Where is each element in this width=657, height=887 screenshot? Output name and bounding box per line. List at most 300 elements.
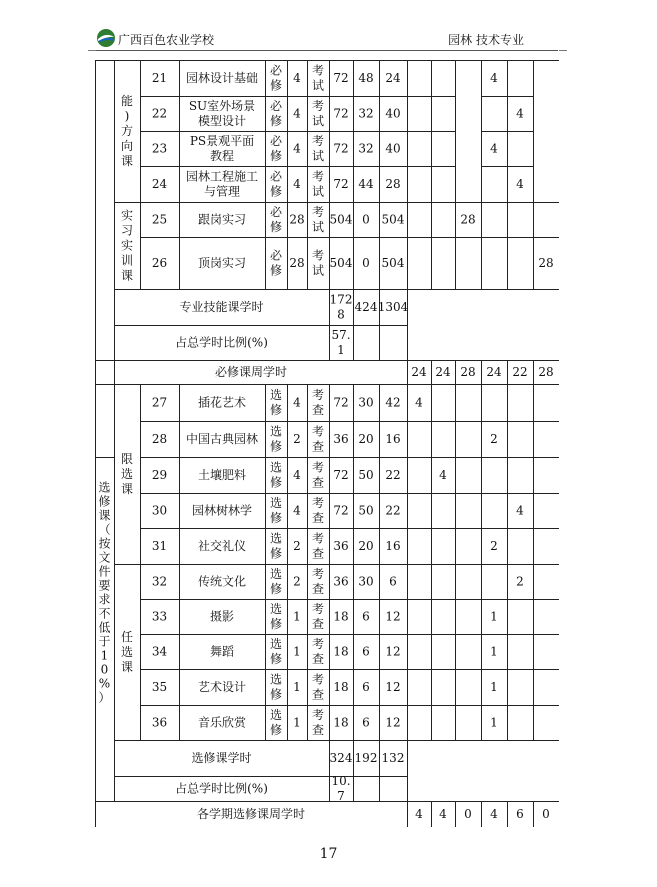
- cell-text: 20: [358, 431, 374, 446]
- cell-text: 24: [435, 364, 451, 379]
- table-cell: [266, 238, 288, 290]
- cell-text: 50: [358, 467, 374, 482]
- table-cell: [456, 361, 482, 385]
- table-cell: [288, 61, 308, 97]
- table-cell: [266, 61, 288, 97]
- cell-border: [408, 132, 432, 167]
- cell-text: 32: [358, 141, 374, 155]
- cell-text: 选修: [269, 566, 283, 596]
- table-cell: [141, 529, 180, 565]
- cell-text: 占总学时比例(%): [175, 781, 268, 795]
- table-cell: [432, 132, 456, 167]
- table-cell: [354, 238, 380, 290]
- table-cell: [330, 61, 354, 97]
- cell-text: 30: [358, 574, 374, 588]
- cell-text: 12: [385, 679, 401, 694]
- table-cell: [432, 238, 456, 290]
- table-cell: [266, 385, 288, 422]
- cell-border: [482, 238, 508, 290]
- table-cell: [482, 635, 508, 670]
- cell-text: 50: [358, 503, 374, 517]
- cell-text: 40: [385, 141, 401, 155]
- cell-text: 选修: [269, 636, 283, 666]
- cell-text: 摄影: [209, 609, 235, 623]
- table-cell: [534, 361, 560, 385]
- cell-border: [432, 494, 456, 529]
- table-cell: [354, 61, 380, 97]
- table-cell: [115, 326, 330, 361]
- cell-text: 限选课: [120, 451, 134, 496]
- cell-text: 16: [385, 538, 401, 553]
- table-cell: [408, 529, 432, 565]
- table-cell: [330, 635, 354, 670]
- cell-border: [408, 167, 432, 203]
- cell-text: 考试: [311, 133, 325, 163]
- cell-border: [508, 529, 534, 565]
- table-cell: [432, 361, 456, 385]
- cell-border: [534, 529, 560, 565]
- cell-border: [432, 529, 456, 565]
- table-cell: [288, 167, 308, 203]
- table-cell: [432, 385, 456, 422]
- table-cell: [308, 132, 330, 167]
- cell-text: 1: [490, 715, 498, 729]
- table-cell: [456, 494, 482, 529]
- table-cell: [288, 203, 308, 238]
- cell-text: 57. 1: [331, 327, 351, 357]
- cell-border: [456, 600, 482, 635]
- table-cell: [482, 61, 508, 97]
- cell-text: 28: [289, 212, 305, 226]
- table-cell: [508, 494, 534, 529]
- cell-border: [534, 635, 560, 670]
- table-cell: [115, 741, 330, 777]
- cell-text: 28: [151, 431, 168, 446]
- table-cell: [180, 97, 266, 132]
- cell-border: [534, 706, 560, 741]
- cell-border: [354, 777, 380, 802]
- cell-border: [408, 741, 560, 802]
- table-cell: [141, 494, 180, 529]
- table-cell: [330, 706, 354, 741]
- table-cell: [380, 132, 408, 167]
- table-cell: [534, 670, 560, 706]
- table-cell: [508, 132, 534, 167]
- table-cell: [354, 777, 380, 802]
- cell-text: 504: [381, 212, 405, 226]
- cell-text: 36: [333, 574, 349, 588]
- table-cell: [408, 670, 432, 706]
- cell-text: 28: [538, 255, 554, 270]
- table-cell: [180, 670, 266, 706]
- table-cell: [288, 238, 308, 290]
- cell-text: 31: [151, 538, 168, 553]
- table-cell: [180, 203, 266, 238]
- cell-text: 18: [333, 715, 349, 729]
- cell-text: 20: [358, 538, 374, 553]
- cell-text: 24: [151, 176, 168, 191]
- cell-text: 4: [293, 106, 301, 120]
- table-cell: [534, 203, 560, 238]
- table-cell: [482, 238, 508, 290]
- table-cell: [380, 61, 408, 97]
- cell-text: 72: [333, 106, 349, 120]
- cell-text: 6: [362, 644, 370, 658]
- cell-border: [456, 494, 482, 529]
- cell-border: [456, 238, 482, 290]
- table-cell: [432, 61, 456, 97]
- table-cell: [482, 422, 508, 458]
- table-cell: [456, 61, 482, 203]
- cell-text: 1: [490, 609, 498, 623]
- table-cell: [380, 458, 408, 494]
- table-cell: [266, 97, 288, 132]
- cell-text: 22: [385, 467, 401, 482]
- cell-text: 必修: [269, 63, 283, 92]
- table-cell: [408, 635, 432, 670]
- cell-text: 4: [293, 503, 301, 517]
- table-cell: [141, 385, 180, 422]
- table-cell: [308, 385, 330, 422]
- cell-border: [408, 61, 432, 97]
- cell-border: [482, 494, 508, 529]
- table-cell: [96, 385, 115, 802]
- table-cell: [508, 61, 534, 97]
- table-cell: [354, 635, 380, 670]
- cell-border: [482, 458, 508, 494]
- cell-text: 0: [362, 255, 370, 270]
- cell-text: 跟岗实习: [197, 212, 247, 226]
- table-cell: [380, 529, 408, 565]
- cell-border: [508, 132, 534, 167]
- table-cell: [308, 670, 330, 706]
- cell-border: [534, 203, 560, 238]
- cell-text: 能)方向课: [120, 93, 134, 168]
- table-cell: [288, 706, 308, 741]
- cell-border: [508, 706, 534, 741]
- table-cell: [354, 529, 380, 565]
- cell-text: 必修: [269, 204, 283, 234]
- cell-border: [534, 422, 560, 458]
- cell-text: 实习实训课: [120, 208, 134, 282]
- table-cell: [534, 458, 560, 494]
- cell-text: 72: [333, 70, 349, 85]
- table-cell: [508, 167, 534, 203]
- table-cell: [330, 203, 354, 238]
- cell-text: 4: [293, 141, 301, 155]
- cell-text: 28: [460, 364, 476, 379]
- cell-border: [408, 706, 432, 741]
- table-cell: [288, 565, 308, 600]
- cell-text: 选修: [269, 707, 283, 737]
- cell-border: [508, 635, 534, 670]
- cell-border: [534, 61, 560, 203]
- cell-text: 30: [358, 395, 374, 409]
- cell-text: 24: [385, 70, 401, 85]
- cell-border: [456, 635, 482, 670]
- cell-text: 4: [490, 70, 498, 85]
- table-cell: [380, 741, 408, 777]
- table-cell: [408, 385, 432, 422]
- cell-text: 考试: [311, 169, 325, 198]
- table-cell: [308, 635, 330, 670]
- table-cell: [330, 238, 354, 290]
- table-cell: [380, 670, 408, 706]
- table-cell: [354, 600, 380, 635]
- cell-border: [482, 203, 508, 238]
- table-cell: [141, 670, 180, 706]
- cell-text: 0: [542, 806, 550, 821]
- cell-text: 172 8: [329, 292, 353, 321]
- cell-border: [456, 670, 482, 706]
- table-cell: [330, 97, 354, 132]
- table-cell: [141, 97, 180, 132]
- table-cell: [330, 600, 354, 635]
- table-cell: [354, 494, 380, 529]
- table-cell: [308, 600, 330, 635]
- table-cell: [408, 458, 432, 494]
- cell-text: 2: [516, 574, 524, 588]
- cell-text: 132: [381, 750, 405, 765]
- curriculum-table: [95, 60, 559, 827]
- cell-text: 0: [362, 212, 370, 226]
- table-cell: [115, 203, 141, 290]
- cell-text: 6: [362, 609, 370, 623]
- table-cell: [432, 494, 456, 529]
- table-cell: [432, 706, 456, 741]
- cell-text: 4: [490, 141, 498, 155]
- cell-text: 6: [362, 715, 370, 729]
- cell-text: 28: [538, 364, 554, 379]
- table-cell: [508, 458, 534, 494]
- table-cell: [534, 600, 560, 635]
- cell-text: 专业技能课学时: [179, 299, 264, 314]
- table-cell: [180, 529, 266, 565]
- cell-text: 4: [516, 106, 524, 120]
- cell-text: 42: [385, 395, 401, 409]
- table-cell: [380, 326, 408, 361]
- cell-border: [456, 458, 482, 494]
- table-cell: [330, 458, 354, 494]
- cell-border: [408, 600, 432, 635]
- cell-text: 29: [151, 467, 168, 482]
- table-cell: [534, 61, 560, 203]
- table-cell: [408, 600, 432, 635]
- table-cell: [354, 290, 380, 326]
- cell-text: 36: [333, 431, 349, 446]
- table-cell: [354, 203, 380, 238]
- cell-text: 4: [490, 806, 498, 821]
- cell-text: 72: [333, 503, 349, 517]
- table-cell: [180, 238, 266, 290]
- cell-border: [432, 238, 456, 290]
- cell-border: [432, 600, 456, 635]
- cell-text: PS景观平面教程: [189, 133, 255, 163]
- cell-text: 选修: [269, 531, 283, 560]
- cell-text: 25: [151, 212, 168, 226]
- table-cell: [534, 529, 560, 565]
- table-cell: [354, 326, 380, 361]
- cell-border: [482, 565, 508, 600]
- cell-border: [408, 529, 432, 565]
- table-cell: [482, 167, 508, 203]
- cell-text: 2: [490, 431, 498, 446]
- table-cell: [534, 238, 560, 290]
- table-cell: [330, 290, 354, 326]
- table-cell: [408, 706, 432, 741]
- table-cell: [380, 565, 408, 600]
- cell-border: [408, 565, 432, 600]
- table-cell: [408, 290, 560, 361]
- cell-text: 各学期选修课周学时: [196, 806, 306, 821]
- cell-text: 6: [516, 806, 524, 821]
- cell-text: 选修: [269, 601, 283, 631]
- cell-text: 23: [151, 141, 168, 155]
- table-cell: [408, 167, 432, 203]
- cell-text: 传统文化: [197, 574, 247, 588]
- cell-text: 18: [333, 644, 349, 658]
- cell-text: 48: [358, 70, 374, 85]
- table-cell: [408, 361, 432, 385]
- table-cell: [432, 635, 456, 670]
- cell-text: 2: [490, 538, 498, 553]
- cell-text: 考查: [311, 387, 325, 417]
- table-cell: [482, 361, 508, 385]
- cell-text: 土壤肥料: [197, 467, 247, 482]
- cell-border: [96, 61, 115, 458]
- table-cell: [266, 494, 288, 529]
- cell-text: 504: [329, 255, 353, 270]
- table-cell: [456, 600, 482, 635]
- table-cell: [141, 203, 180, 238]
- cell-text: 18: [333, 609, 349, 623]
- cell-text: 1304: [377, 299, 409, 314]
- table-cell: [408, 97, 432, 132]
- cell-text: 4: [516, 176, 524, 191]
- table-cell: [456, 706, 482, 741]
- cell-border: [456, 61, 482, 203]
- cell-text: 424: [354, 299, 378, 314]
- cell-text: 27: [151, 395, 168, 409]
- table-cell: [308, 706, 330, 741]
- cell-text: 选修: [269, 495, 283, 525]
- table-cell: [308, 565, 330, 600]
- table-cell: [141, 706, 180, 741]
- table-cell: [266, 132, 288, 167]
- table-cell: [180, 61, 266, 97]
- school-name: 广西百色农业学校: [118, 33, 215, 47]
- cell-text: 44: [358, 176, 374, 191]
- table-cell: [180, 422, 266, 458]
- cell-text: 4: [439, 467, 447, 482]
- cell-border: [408, 422, 432, 458]
- table-cell: [330, 385, 354, 422]
- table-cell: [380, 97, 408, 132]
- table-cell: [266, 203, 288, 238]
- table-cell: [330, 565, 354, 600]
- table-cell: [288, 494, 308, 529]
- table-cell: [408, 565, 432, 600]
- cell-border: [432, 61, 456, 97]
- cell-text: 4: [293, 395, 301, 409]
- cell-border: [408, 670, 432, 706]
- table-cell: [508, 600, 534, 635]
- table-cell: [288, 635, 308, 670]
- cell-text: 艺术设计: [197, 679, 247, 694]
- table-cell: [534, 635, 560, 670]
- cell-text: 504: [329, 212, 353, 226]
- table-cell: [482, 132, 508, 167]
- table-cell: [308, 529, 330, 565]
- table-cell: [482, 565, 508, 600]
- cell-border: [508, 385, 534, 422]
- cell-text: 选修: [269, 672, 283, 701]
- table-cell: [380, 777, 408, 802]
- cell-border: [508, 670, 534, 706]
- table-cell: [508, 203, 534, 238]
- table-cell: [482, 706, 508, 741]
- table-cell: [380, 385, 408, 422]
- table-cell: [380, 422, 408, 458]
- table-cell: [266, 167, 288, 203]
- table-cell: [432, 167, 456, 203]
- cell-text: 考查: [311, 601, 325, 631]
- cell-border: [408, 290, 560, 361]
- cell-border: [534, 670, 560, 706]
- cell-text: 1: [490, 644, 498, 658]
- cell-border: [432, 203, 456, 238]
- cell-border: [408, 97, 432, 132]
- table-cell: [378, 290, 409, 326]
- cell-border: [408, 494, 432, 529]
- table-cell: [482, 494, 508, 529]
- cell-text: 考查: [311, 636, 325, 666]
- crop-mark: [88, 50, 96, 59]
- table-cell: [456, 529, 482, 565]
- table-cell: [141, 167, 180, 203]
- table-cell: [456, 565, 482, 600]
- cell-text: 2: [293, 574, 301, 588]
- cell-text: 33: [151, 609, 168, 623]
- cell-text: 24: [411, 364, 427, 379]
- table-cell: [308, 458, 330, 494]
- cell-text: 考查: [311, 566, 325, 596]
- table-cell: [266, 529, 288, 565]
- table-cell: [180, 458, 266, 494]
- cell-text: 28: [289, 255, 305, 270]
- table-cell: [482, 203, 508, 238]
- cell-border: [456, 565, 482, 600]
- cell-text: 考查: [311, 707, 325, 737]
- table-cell: [408, 422, 432, 458]
- cell-text: 园林工程施工与管理: [185, 169, 259, 198]
- cell-text: 22: [512, 364, 528, 379]
- table-cell: [508, 422, 534, 458]
- table-cell: [432, 529, 456, 565]
- cell-text: SU室外场景模型设计: [188, 98, 256, 128]
- table-cell: [354, 706, 380, 741]
- cell-text: 26: [151, 255, 168, 270]
- cell-text: 1: [293, 679, 301, 694]
- table-cell: [308, 238, 330, 290]
- table-cell: [508, 706, 534, 741]
- cell-border: [456, 706, 482, 741]
- cell-text: 2: [293, 431, 301, 446]
- table-cell: [482, 97, 508, 132]
- table-cell: [180, 600, 266, 635]
- cell-text: 28: [460, 212, 476, 226]
- table-cell: [141, 458, 180, 494]
